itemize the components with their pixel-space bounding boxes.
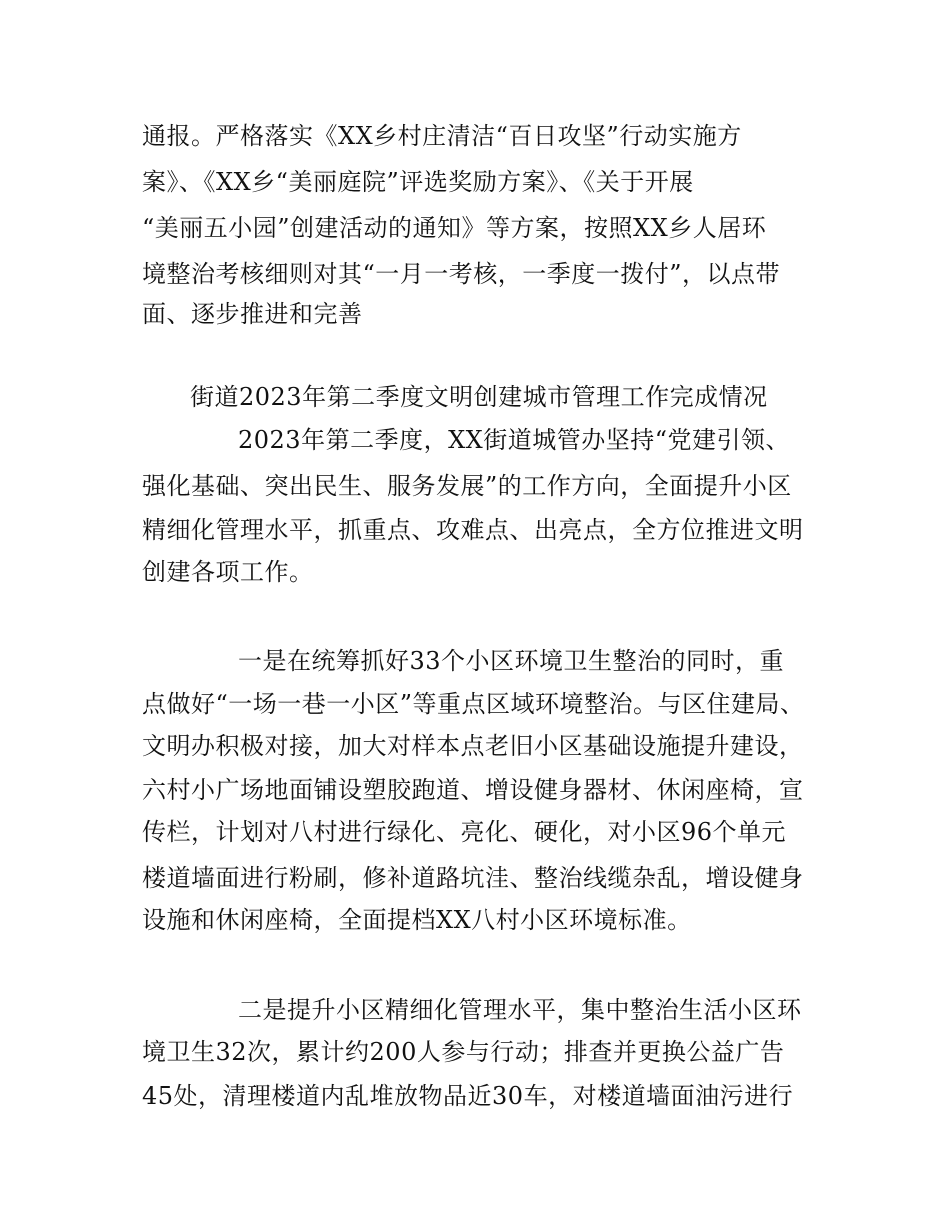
paragraph-line: 设施和休闲座椅，全面提档XX八村小区环境标准。 [142,906,692,934]
paragraph-line: 精细化管理水平，抓重点、攻难点、出亮点，全方位推进文明 [142,516,804,544]
paragraph-line: 45处，清理楼道内乱堆放物品近30车，对楼道墙面油污进行 [142,1082,794,1110]
intro-line: 案》、《XX乡“美丽庭院”评选奖励方案》、《关于开展 [142,168,694,196]
paragraph-line: 六村小广场地面铺设塑胶跑道、增设健身器材、休闲座椅，宣 [142,776,804,804]
paragraph-line: 强化基础、突出民生、服务发展”的工作方向，全面提升小区 [142,472,792,500]
paragraph-line: 2023年第二季度，XX街道城管办坚持“党建引领、 [238,426,791,454]
intro-line: 面、逐步推进和完善 [142,300,363,328]
paragraph-line: 传栏，计划对八村进行绿化、亮化、硬化，对小区96个单元 [142,818,787,846]
paragraph-line: 文明办积极对接，加大对样本点老旧小区基础设施提升建设， [142,732,804,760]
section-heading: 街道2023年第二季度文明创建城市管理工作完成情况 [190,383,768,411]
paragraph-line: 一是在统筹抓好33个小区环境卫生整治的同时，重 [238,647,785,675]
intro-line: “美丽五小园”创建活动的通知》等方案，按照XX乡人居环 [142,214,767,242]
paragraph-line: 楼道墙面进行粉刷，修补道路坑洼、整治线缆杂乱，增设健身 [142,864,804,892]
paragraph-line: 点做好“一场一巷一小区”等重点区域环境整治。与区住建局、 [142,690,805,718]
paragraph-line: 创建各项工作。 [142,558,314,586]
paragraph-line: 境卫生32次，累计约200人参与行动；排查并更换公益广告 [142,1038,785,1066]
intro-line: 通报。严格落实《XX乡村庄清洁“百日攻坚”行动实施方 [142,122,742,150]
paragraph-line: 二是提升小区精细化管理水平，集中整治生活小区环 [238,996,802,1024]
intro-line: 境整治考核细则对其“一月一考核，一季度一拨付”，以点带 [142,260,781,288]
